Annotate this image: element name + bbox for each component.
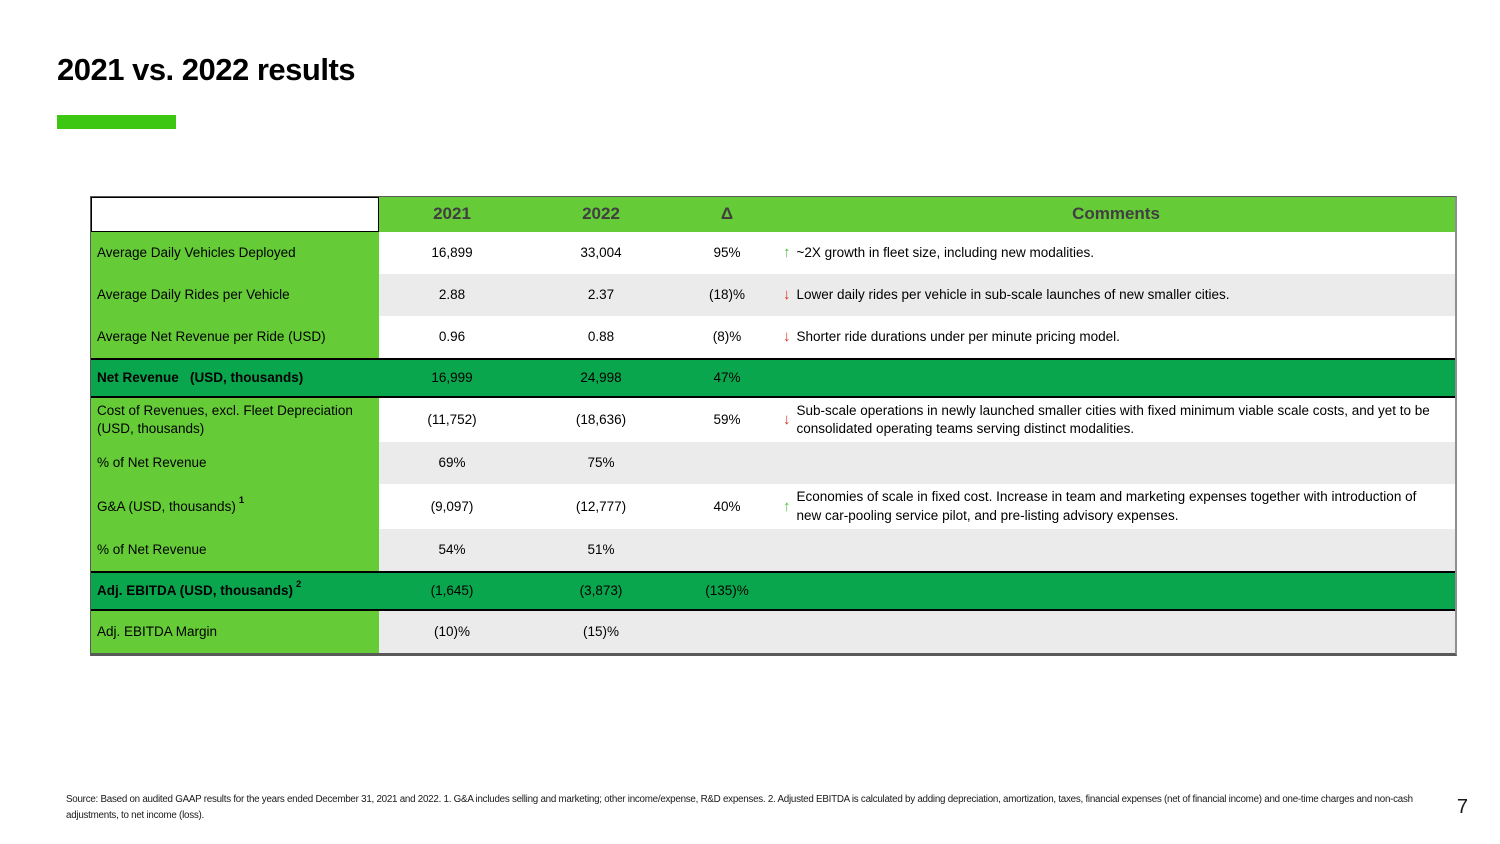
value-2022: 2.37 — [525, 274, 677, 316]
table-row — [91, 571, 1455, 611]
row-label-cell — [91, 529, 379, 571]
table-header-row — [91, 197, 1455, 232]
table-row — [91, 316, 1455, 358]
comment-text: Lower daily rides per vehicle in sub-scale launches of new smaller cities. — [796, 286, 1230, 302]
row-label: % of Net Revenue — [97, 455, 207, 471]
value-2022: 51% — [525, 529, 677, 571]
row-label-cell — [91, 316, 379, 358]
trend-arrow: ↓ — [783, 327, 791, 345]
value-delta — [677, 529, 777, 571]
comment-cell — [777, 274, 1455, 316]
comment-text: Sub-scale operations in newly launched smaller cities with fixed minimum viable scale costs, and yet to be consolidated operating teams serving distinct modalities. — [796, 403, 1430, 437]
header-2021: 2021 — [379, 197, 525, 232]
value-2022: (15)% — [525, 611, 677, 653]
row-label: G&A (USD, thousands) — [97, 498, 236, 514]
table-row — [91, 529, 1455, 571]
row-label-cell — [91, 484, 379, 528]
value-2021: (1,645) — [379, 573, 525, 609]
row-label-cell — [91, 360, 379, 396]
value-delta: 40% — [677, 484, 777, 528]
row-label-cell — [91, 274, 379, 316]
table-row — [91, 274, 1455, 316]
row-label: Adj. EBITDA (USD, thousands) — [97, 582, 293, 598]
header-empty-cell — [91, 197, 379, 232]
row-label: Adj. EBITDA Margin — [97, 623, 218, 639]
comment-text: Economies of scale in fixed cost. Increase in team and marketing expenses together with introduction of new car-pooling service pilot, and pre-listing advisory expenses. — [796, 489, 1417, 523]
table-body — [91, 232, 1455, 653]
footnote-ref: 1 — [238, 495, 245, 507]
row-label-cell — [91, 398, 379, 442]
value-delta: 47% — [677, 360, 777, 396]
table-row — [91, 358, 1455, 398]
table-row — [91, 232, 1455, 274]
header-delta: Δ — [677, 197, 777, 232]
row-label: Average Net Revenue per Ride (USD) — [97, 328, 326, 344]
comment-cell — [777, 611, 1455, 653]
value-2021: 2.88 — [379, 274, 525, 316]
row-label: Net Revenue (USD, thousands) — [97, 369, 304, 385]
trend-arrow: ↑ — [783, 243, 791, 261]
table-row — [91, 611, 1455, 653]
trend-arrow: ↑ — [783, 497, 791, 515]
value-delta: (8)% — [677, 316, 777, 358]
comment-cell — [777, 232, 1455, 274]
table-row — [91, 442, 1455, 484]
row-label-cell — [91, 611, 379, 653]
comment-cell — [777, 529, 1455, 571]
row-label: Cost of Revenues, excl. Fleet Depreciation (USD, thousands) — [97, 403, 357, 437]
value-2021: 0.96 — [379, 316, 525, 358]
comment-text: ~2X growth in fleet size, including new modalities. — [796, 244, 1095, 260]
value-2022: 0.88 — [525, 316, 677, 358]
value-2021: 16,899 — [379, 232, 525, 274]
comment-text: Shorter ride durations under per minute pricing model. — [796, 328, 1120, 344]
trend-arrow: ↓ — [783, 285, 791, 303]
value-2021: (10)% — [379, 611, 525, 653]
value-2021: 69% — [379, 442, 525, 484]
value-2022: (3,873) — [525, 573, 677, 609]
value-delta — [677, 442, 777, 484]
row-label: Average Daily Rides per Vehicle — [97, 286, 290, 302]
trend-arrow: ↓ — [783, 411, 791, 429]
row-label: % of Net Revenue — [97, 541, 207, 557]
header-comments: Comments — [777, 197, 1455, 232]
comment-cell — [777, 484, 1455, 528]
value-delta: (135)% — [677, 573, 777, 609]
value-delta: (18)% — [677, 274, 777, 316]
value-2021: 16,999 — [379, 360, 525, 396]
page-title: 2021 vs. 2022 results — [57, 52, 356, 87]
value-2022: 75% — [525, 442, 677, 484]
row-label-cell — [91, 232, 379, 274]
title-accent-bar — [57, 115, 176, 129]
comment-cell — [777, 442, 1455, 484]
footnote-ref: 2 — [296, 579, 302, 591]
comment-cell — [777, 316, 1455, 358]
table-row — [91, 484, 1455, 528]
value-2022: (12,777) — [525, 484, 677, 528]
row-label-cell — [91, 573, 379, 609]
value-2021: (11,752) — [379, 398, 525, 442]
value-2022: 24,998 — [525, 360, 677, 396]
value-2021: 54% — [379, 529, 525, 571]
comment-cell — [777, 398, 1455, 442]
row-label-cell — [91, 442, 379, 484]
value-2022: 33,004 — [525, 232, 677, 274]
value-delta — [677, 611, 777, 653]
table-row — [91, 398, 1455, 442]
comment-cell — [777, 573, 1455, 609]
page-number: 7 — [1456, 796, 1468, 818]
results-table — [90, 196, 1457, 656]
comment-cell — [777, 360, 1455, 396]
header-2022: 2022 — [525, 197, 677, 232]
value-delta: 59% — [677, 398, 777, 442]
value-2022: (18,636) — [525, 398, 677, 442]
value-delta: 95% — [677, 232, 777, 274]
row-label: Average Daily Vehicles Deployed — [97, 244, 296, 260]
value-2021: (9,097) — [379, 484, 525, 528]
source-footnote: Source: Based on audited GAAP results for the years ended December 31, 2021 and 2022. 1. G&A includes selling and marketing; other income/expense, R&D expenses. 2. Adjusted EBITDA is calculated by adding depreciation, amortization, taxes, financial expenses (net of financial income) and one-time charges and non-cash adjustments, to net income (loss). — [66, 794, 1413, 821]
